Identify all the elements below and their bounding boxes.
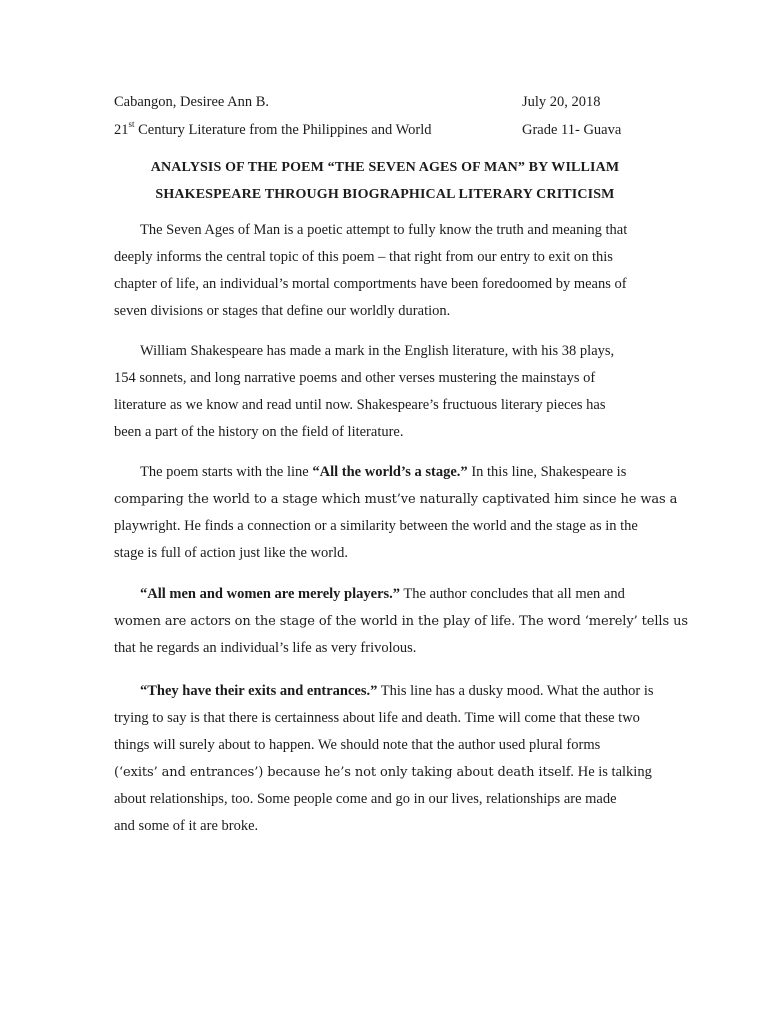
header-row-1: [114, 93, 634, 111]
header-row-2: [114, 121, 634, 139]
paragraph-4: “All men and women are merely players.” The author concludes that all men and women are actors on the stage of the world in the play of life. The word ‘merely’ tells us that he regards an individual’s life as very frivolous.: [114, 586, 688, 656]
paragraph-3: The poem starts with the line “All the world’s a stage.” In this line, Shakespeare is comparing the world to a stage which must’ve naturally captivated him since he was a playwright. He finds a connection or a similarity between the world and the stage as in the stage is full of action just like the world.: [114, 464, 678, 561]
document-date: July 20, 2018: [522, 94, 601, 110]
grade-section: Grade 11- Guava: [522, 122, 622, 138]
paragraph-1: The Seven Ages of Man is a poetic attempt to fully know the truth and meaning that deeply informs the central topic of this poem – that right from our entry to exit on this chapter of life, an individual’s mortal comportments have been foredoomed by means of seven divisions or stages that define our worldly duration.: [114, 222, 628, 319]
quote-all-the-world: “All the world’s a stage.”: [312, 464, 468, 480]
paragraph-5: “They have their exits and entrances.” This line has a dusky mood. What the author is trying to say is that there is certainness about life and death. Time will come that these two things will surely about to happen. We should note that the author used plural forms (‘exits’ and entrances’) because he’s not only taking about death itself. He is talking about relationships, too. Some people come and go in our lives, relationships are made and some of it are broke.: [114, 683, 654, 834]
document-title: [100, 154, 670, 208]
title-line-1: ANALYSIS OF THE POEM “THE SEVEN AGES OF MAN” BY WILLIAM: [150, 160, 620, 175]
title-line-2: SHAKESPEARE THROUGH BIOGRAPHICAL LITERARY CRITICISM: [155, 187, 615, 202]
course-name: 21st Century Literature from the Philippines and World: [114, 119, 432, 138]
quote-exits-and-entrances: “They have their exits and entrances.”: [140, 683, 378, 699]
paragraph-2: William Shakespeare has made a mark in the English literature, with his 38 plays, 154 sonnets, and long narrative poems and other verses mustering the mainstays of literature as we know and read until now. Shakespeare’s fructuous literary pieces has been a part of the history on the field of literature.: [114, 343, 615, 440]
author-name: Cabangon, Desiree Ann B.: [114, 94, 270, 110]
quote-all-men-and-women: “All men and women are merely players.”: [140, 586, 401, 602]
